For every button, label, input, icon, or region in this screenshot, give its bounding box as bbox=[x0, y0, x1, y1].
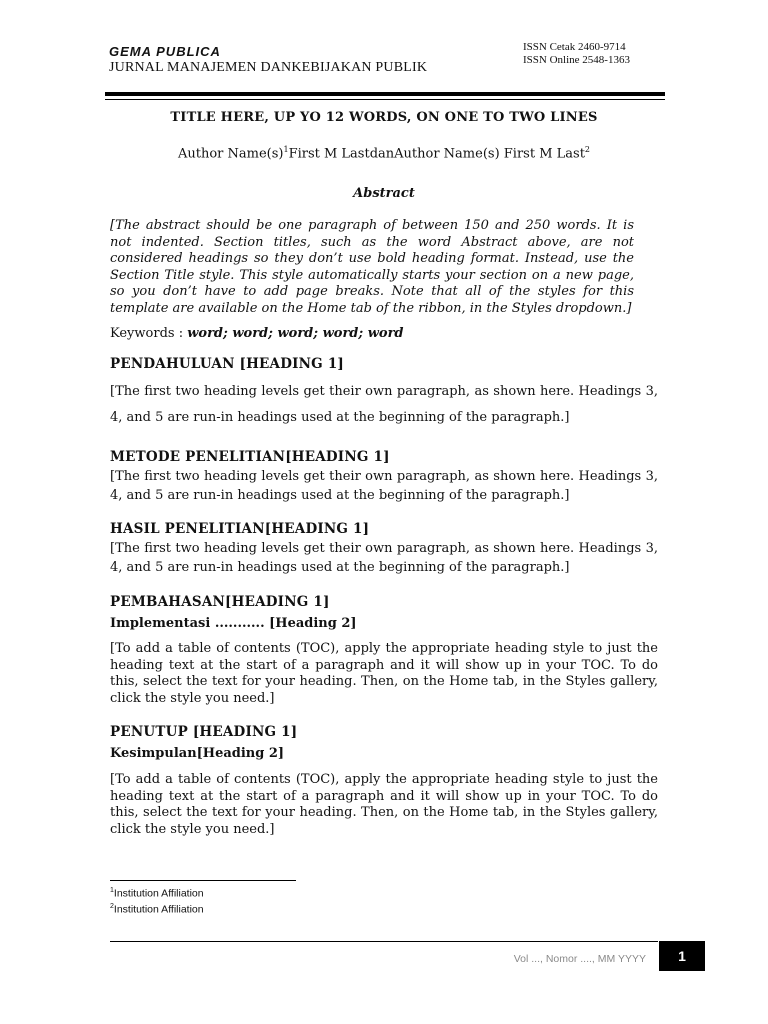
header-rule-thick bbox=[105, 92, 665, 96]
header-rule-thin bbox=[105, 99, 665, 100]
author-sup-1: 1 bbox=[283, 145, 289, 154]
author-name-2: First M LastdanAuthor Name(s) First M Last bbox=[288, 146, 585, 162]
paragraph-pendahuluan: [The first two heading levels get their own paragraph, as shown here. Headings 3, 4, and 5 are run-in headings used at the beginning of the paragraph.] bbox=[110, 384, 658, 425]
subheading-kesimpulan: Kesimpulan[Heading 2] bbox=[110, 746, 285, 761]
keywords-value: word; word; word; word; word bbox=[187, 326, 404, 341]
subheading-implementasi: Implementasi ........... [Heading 2] bbox=[110, 616, 357, 631]
heading-metode: METODE PENELITIAN[HEADING 1] bbox=[110, 449, 390, 465]
author-line bbox=[0, 145, 768, 161]
page-number-value: 1 bbox=[678, 948, 686, 964]
footer-rule bbox=[110, 941, 658, 942]
footnote-2 bbox=[110, 903, 204, 916]
footnote-rule bbox=[110, 880, 296, 881]
footnote-mark-2: 2 bbox=[110, 903, 114, 910]
journal-name: GEMA PUBLICA bbox=[109, 44, 221, 59]
issn-online: ISSN Online 2548-1363 bbox=[523, 54, 630, 66]
footnote-mark-1: 1 bbox=[110, 887, 114, 894]
abstract-body: [The abstract should be one paragraph of between 150 and 250 words. It is not indented. Section titles, such as the word Abstract above, are not considered headings so they don’t use bold heading format. Instead, use the Section Title style. This style automatically starts your section on a new page, so you don’t have to add page breaks. Note that all of the styles for this template are available on the Home tab of the ribbon, in the Styles dropdown.] bbox=[110, 218, 634, 316]
footnote-1 bbox=[110, 887, 204, 900]
issn-print: ISSN Cetak 2460-9714 bbox=[523, 41, 626, 53]
heading-penutup: PENUTUP [HEADING 1] bbox=[110, 724, 298, 740]
footnote-text-2: Institution Affiliation bbox=[113, 903, 204, 916]
heading-pendahuluan: PENDAHULUAN [HEADING 1] bbox=[110, 356, 344, 372]
footnote-text-1: Institution Affiliation bbox=[113, 887, 204, 900]
keywords bbox=[110, 326, 404, 341]
journal-subtitle: JURNAL MANAJEMEN DANKEBIJAKAN PUBLIK bbox=[109, 60, 428, 75]
paragraph-penutup: [To add a table of contents (TOC), apply the appropriate heading style to just the heading text at the start of a paragraph and it will show up in your TOC. To do this, select the text for your heading. Then, on the Home tab, in the Styles gallery, click the style you need.] bbox=[110, 772, 658, 837]
keywords-label: Keywords : bbox=[110, 326, 188, 341]
footer-volume: Vol ..., Nomor ...., MM YYYY bbox=[513, 953, 646, 965]
abstract-heading: Abstract bbox=[353, 186, 415, 201]
page-number bbox=[659, 941, 705, 971]
heading-pembahasan: PEMBAHASAN[HEADING 1] bbox=[110, 594, 330, 610]
paragraph-metode: [The first two heading levels get their own paragraph, as shown here. Headings 3, 4, and 5 are run-in headings used at the beginning of the paragraph.] bbox=[110, 469, 658, 503]
paragraph-hasil: [The first two heading levels get their own paragraph, as shown here. Headings 3, 4, and 5 are run-in headings used at the beginning of the paragraph.] bbox=[110, 541, 658, 575]
paper-title: TITLE HERE, UP YO 12 WORDS, ON ONE TO TWO LINES bbox=[170, 110, 598, 125]
heading-hasil: HASIL PENELITIAN[HEADING 1] bbox=[110, 521, 370, 537]
paragraph-pembahasan: [To add a table of contents (TOC), apply the appropriate heading style to just the heading text at the start of a paragraph and it will show up in your TOC. To do this, select the text for your heading. Then, on the Home tab, in the Styles gallery, click the style you need.] bbox=[110, 641, 658, 706]
author-sup-2: 2 bbox=[584, 145, 591, 154]
author-name-1: Author Name(s) bbox=[177, 146, 284, 162]
